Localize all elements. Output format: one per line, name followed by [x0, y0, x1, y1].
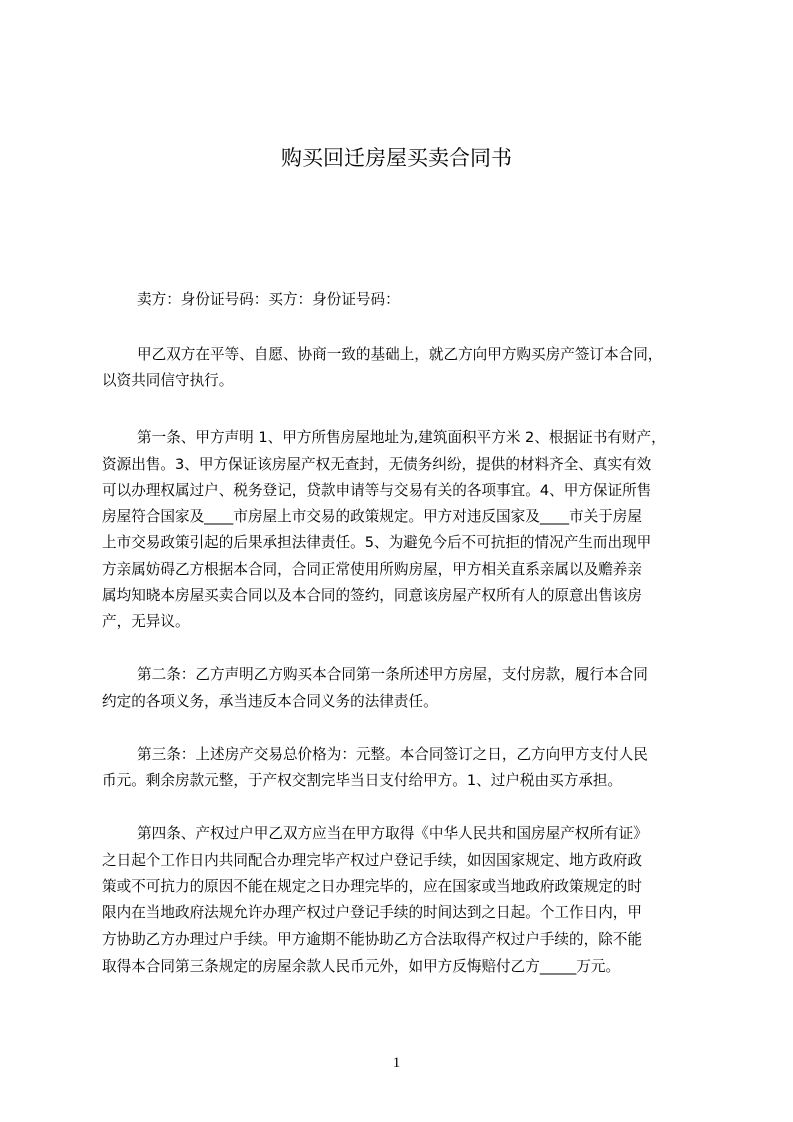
article4-line: 限内在当地政府法规允许办理产权过户登记手续的时间达到之日起。个工作日内，甲: [102, 904, 642, 921]
article1-line: 上市交易政策引起的后果承担法律责任。5、为避免今后不可抗拒的情况产生而出现甲: [102, 534, 652, 551]
page-number: 1: [392, 1055, 401, 1071]
article3-line: 币元。剩余房款元整，于产权交割完毕当日支付给甲方。1、过户税由买方承担。: [102, 772, 623, 789]
article4-line: 策或不可抗力的原因不能在规定之日办理完毕的，应在国家或当地政府政策规定的时: [102, 878, 642, 895]
article1-line: 房屋符合国家及____市房屋上市交易的政策规定。甲方对违反国家及____市关于房屋: [102, 508, 642, 525]
article1-line: 属均知晓本房屋买卖合同以及本合同的签约，同意该房屋产权所有人的原意出售该房: [102, 587, 642, 604]
article4-line: 之日起个工作日内共同配合办理完毕产权过户登记手续，如因国家规定、地方政府政: [102, 852, 642, 869]
article4-line: 取得本合同第三条规定的房屋余款人民币元外，如甲方反悔赔付乙方_____万元。: [102, 958, 621, 975]
intro-line: 以资共同信守执行。: [102, 372, 234, 389]
parties-line: 卖方：身份证号码：买方：身份证号码：: [137, 291, 400, 308]
article2-line: 第二条：乙方声明乙方购买本合同第一条所述甲方房屋，支付房款，履行本合同: [137, 666, 648, 683]
article4-line: 第四条、产权过户甲乙双方应当在甲方取得《中华人民共和国房屋产权所有证》: [137, 825, 648, 842]
article1-line: 方亲属妨碍乙方根据本合同，合同正常使用所购房屋，甲方相关直系亲属以及赡养亲: [102, 561, 642, 578]
article4-line: 方协助乙方办理过户手续。甲方逾期不能协助乙方合法取得产权过户手续的，除不能: [102, 931, 642, 948]
article1-line: 产，无异议。: [102, 613, 190, 630]
article1-line: 资源出售。3、甲方保证该房屋产权无查封，无债务纠纷，提供的材料齐全、真实有效: [102, 456, 652, 473]
article2-line: 约定的各项义务，承当违反本合同义务的法律责任。: [102, 693, 438, 710]
document-title: 购买回迁房屋买卖合同书: [281, 146, 512, 170]
article1-line: 第一条、甲方声明 1、甲方所售房屋地址为,建筑面积平方米 2、根据证书有财产，: [137, 429, 666, 446]
article3-line: 第三条：上述房产交易总价格为：元整。本合同签订之日，乙方向甲方支付人民: [137, 746, 648, 763]
article1-line: 可以办理权属过户、税务登记，贷款申请等与交易有关的各项事宜。4、甲方保证所售: [102, 482, 652, 499]
intro-line: 甲乙双方在平等、自愿、协商一致的基础上，就乙方向甲方购买房产签订本合同，: [137, 346, 663, 363]
